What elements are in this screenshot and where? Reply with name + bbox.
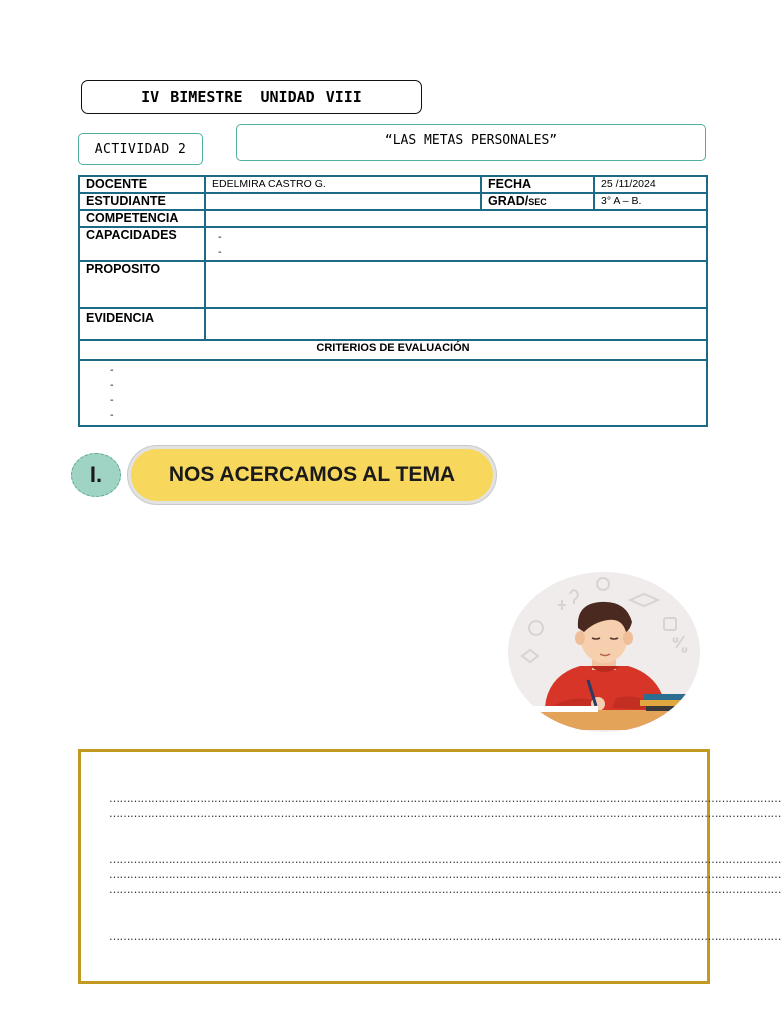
evidencia-value[interactable]: [205, 308, 707, 340]
table-row: [79, 210, 707, 227]
table-row: [79, 360, 707, 426]
criterios-value[interactable]: [79, 360, 707, 426]
bimestre-label: IV BIMESTRE: [141, 88, 243, 106]
info-table: [78, 175, 708, 427]
criterio-item: -: [110, 410, 114, 421]
book: [640, 700, 692, 706]
competencia-label: COMPETENCIA: [79, 210, 205, 227]
criterio-item: -: [110, 380, 114, 391]
capacidades-value[interactable]: [205, 227, 707, 261]
fecha-value[interactable]: 25 /11/2024: [594, 176, 707, 193]
book: [646, 706, 692, 711]
grado-label-sec: SEC: [528, 197, 547, 207]
grado-label-text: GRAD/: [488, 194, 529, 208]
activity-title: “LAS METAS PERSONALES”: [384, 133, 558, 148]
capacidad-item: -: [218, 232, 222, 243]
docente-label: DOCENTE: [79, 176, 205, 193]
fecha-label: FECHA: [481, 176, 594, 193]
book: [644, 694, 692, 700]
criterio-item: -: [110, 365, 114, 376]
grado-label: [481, 193, 594, 210]
docente-value[interactable]: EDELMIRA CASTRO G.: [205, 176, 481, 193]
competencia-value[interactable]: [205, 210, 707, 227]
actividad-box: [78, 133, 203, 165]
answer-box[interactable]: [78, 749, 781, 984]
unidad-label: UNIDAD VIII: [260, 88, 362, 106]
section-title-banner: [131, 449, 493, 501]
dotted-answer-line[interactable]: …………………………………………………………………………………………………………………………………………………………………………: [109, 930, 781, 943]
section-title: NOS ACERCAMOS AL TEMA: [168, 463, 456, 486]
student-writing-illustration: [508, 570, 702, 730]
table-row: [79, 227, 707, 261]
table-row: [79, 308, 707, 340]
table-row: [79, 261, 707, 308]
table-row: [79, 193, 707, 210]
table-row: [79, 340, 707, 360]
table-row: [79, 176, 707, 193]
dotted-answer-line[interactable]: …………………………………………………………………………………………………………………………………………………………………………: [109, 868, 781, 881]
proposito-value[interactable]: [205, 261, 707, 308]
activity-title-box: [236, 124, 706, 161]
section-number-badge: [71, 453, 121, 497]
bimestre-box: [81, 80, 422, 114]
estudiante-label: ESTUDIANTE: [79, 193, 205, 210]
dotted-answer-line[interactable]: …………………………………………………………………………………………………………………………………………………………………………: [109, 807, 781, 820]
estudiante-value[interactable]: [205, 193, 481, 210]
section-number: I.: [89, 462, 103, 487]
grado-value[interactable]: 3° A – B.: [594, 193, 707, 210]
capacidad-item: -: [218, 247, 222, 258]
criterios-heading: CRITERIOS DE EVALUACIÓN: [79, 340, 707, 360]
dotted-answer-line[interactable]: …………………………………………………………………………………………………………………………………………………………………………: [109, 853, 781, 866]
proposito-label: PROPOSITO: [79, 261, 205, 308]
desk: [508, 710, 702, 730]
evidencia-label: EVIDENCIA: [79, 308, 205, 340]
dotted-answer-line[interactable]: …………………………………………………………………………………………………………………………………………………………………………: [109, 883, 781, 896]
dotted-answer-line[interactable]: …………………………………………………………………………………………………………………………………………………………………………: [109, 792, 781, 805]
criterio-item: -: [110, 395, 114, 406]
actividad-label: ACTIVIDAD 2: [94, 141, 187, 157]
capacidades-label: CAPACIDADES: [79, 227, 205, 261]
